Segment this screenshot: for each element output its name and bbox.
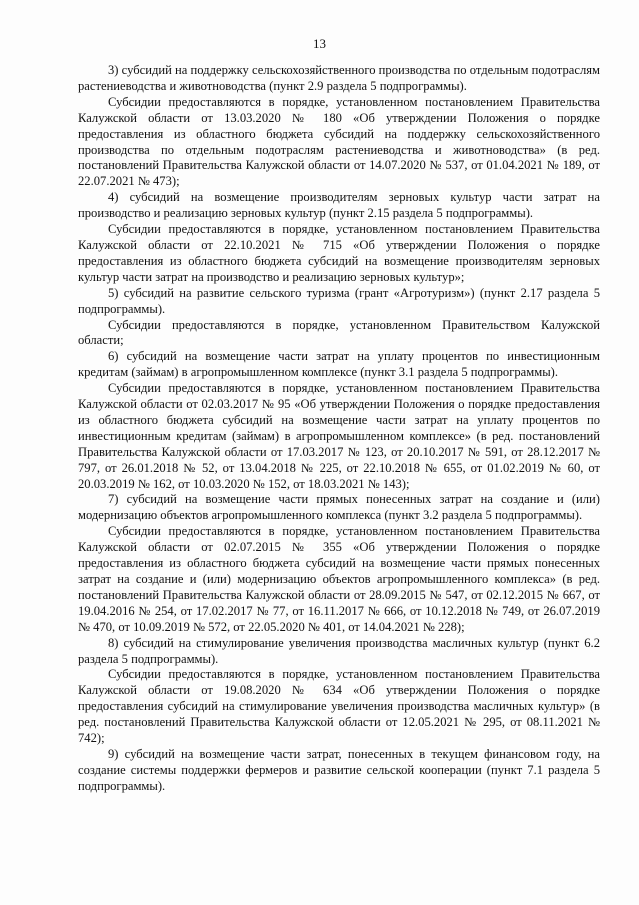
paragraph-procedure-item-6: Субсидии предоставляются в порядке, установленном постановлением Правительства Калужской области от 02.03.2017 № 95 «Об утверждении Положения о порядке предоставления из областного бюджета субсидий на возмещение части затрат на уплату процентов по инвестиционным кредитам (займам) в агропромышленном комплексе» (в ред. постановлений Правительства Калужской области от 17.03.2017 № 123, от 20.10.2017 № 591, от 28.12.2017 № 797, от 26.01.2018 № 52, от 13.04.2018 № 225, от 22.10.2018 № 655, от 01.02.2019 № 60, от 20.03.2019 № 162, от 10.03.2020 № 152, от 18.03.2021 № 143); xyxy=(78,381,600,491)
paragraph-procedure-item-7: Субсидии предоставляются в порядке, установленном постановлением Правительства Калужской области от 02.07.2015 № 355 «Об утверждении Положения о порядке предоставления из областного бюджета субсидий на возмещение части прямых понесенных затрат на создание и (или) модернизацию объектов агропромышленного комплекса» (в ред. постановлений Правительства Калужской области от 28.09.2015 № 547, от 02.12.2015 № 667, от 19.04.2016 № 254, от 17.02.2017 № 77, от 16.11.2017 № 666, от 10.12.2018 № 749, от 26.07.2019 № 470, от 10.09.2019 № 572, от 22.05.2020 № 401, от 14.04.2021 № 228); xyxy=(78,524,600,634)
paragraph-procedure-item-4: Субсидии предоставляются в порядке, установленном постановлением Правительства Калужской области от 22.10.2021 № 715 «Об утверждении Положения о порядке предоставления из областного бюджета субсидий на возмещение производителям зерновых культур части затрат на производство и реализацию зерновых культур»; xyxy=(78,222,600,284)
document-body xyxy=(78,63,600,795)
paragraph-procedure-item-8: Субсидии предоставляются в порядке, установленном постановлением Правительства Калужской области от 19.08.2020 № 634 «Об утверждении Положения о порядке предоставления субсидий на стимулирование увеличения производства масличных культур» (в ред. постановлений Правительства Калужской области от 12.05.2021 № 295, от 08.11.2021 № 742); xyxy=(78,667,600,746)
paragraph-item-3-subsidies: 3) субсидий на поддержку сельскохозяйственного производства по отдельным подотраслям растениеводства и животноводства (пункт 2.9 раздела 5 подпрограммы). xyxy=(78,63,600,93)
paragraph-item-8-subsidies: 8) субсидий на стимулирование увеличения производства масличных культур (пункт 6.2 раздела 5 подпрограммы). xyxy=(78,635,600,666)
paragraph-item-7-subsidies: 7) субсидий на возмещение части прямых понесенных затрат на создание и (или) модернизацию объектов агропромышленного комплекса (пункт 3.2 раздела 5 подпрограммы). xyxy=(78,492,600,523)
paragraph-item-4-subsidies: 4) субсидий на возмещение производителям зерновых культур части затрат на производство и реализацию зерновых культур (пункт 2.15 раздела 5 подпрограммы). xyxy=(78,190,600,221)
page-number: 13 xyxy=(313,36,326,51)
paragraph-item-9-subsidies: 9) субсидий на возмещение части затрат, понесенных в текущем финансовом году, на создание системы поддержки фермеров и развитие сельской кооперации (пункт 7.1 раздела 5 подпрограммы). xyxy=(78,746,600,793)
paragraph-procedure-item-5: Субсидии предоставляются в порядке, установленном Правительством Калужской области; xyxy=(78,317,600,348)
paragraph-item-6-subsidies: 6) субсидий на возмещение части затрат на уплату процентов по инвестиционным кредитам (займам) в агропромышленном комплексе (пункт 3.1 раздела 5 подпрограммы). xyxy=(78,349,600,380)
paragraph-procedure-item-3: Субсидии предоставляются в порядке, установленном постановлением Правительства Калужской области от 13.03.2020 № 180 «Об утверждении Положения о порядке предоставления из областного бюджета субсидий на поддержку сельскохозяйственного производства по отдельным подотраслям растениеводства и животноводства» (в ред. постановлений Правительства Калужской области от 14.07.2020 № 537, от 01.04.2021 № 189, от 22.07.2021 № 473); xyxy=(78,94,600,189)
paragraph-item-5-subsidies: 5) субсидий на развитие сельского туризма (грант «Агротуризм») (пункт 2.17 раздела 5 подпрограммы). xyxy=(78,285,600,316)
